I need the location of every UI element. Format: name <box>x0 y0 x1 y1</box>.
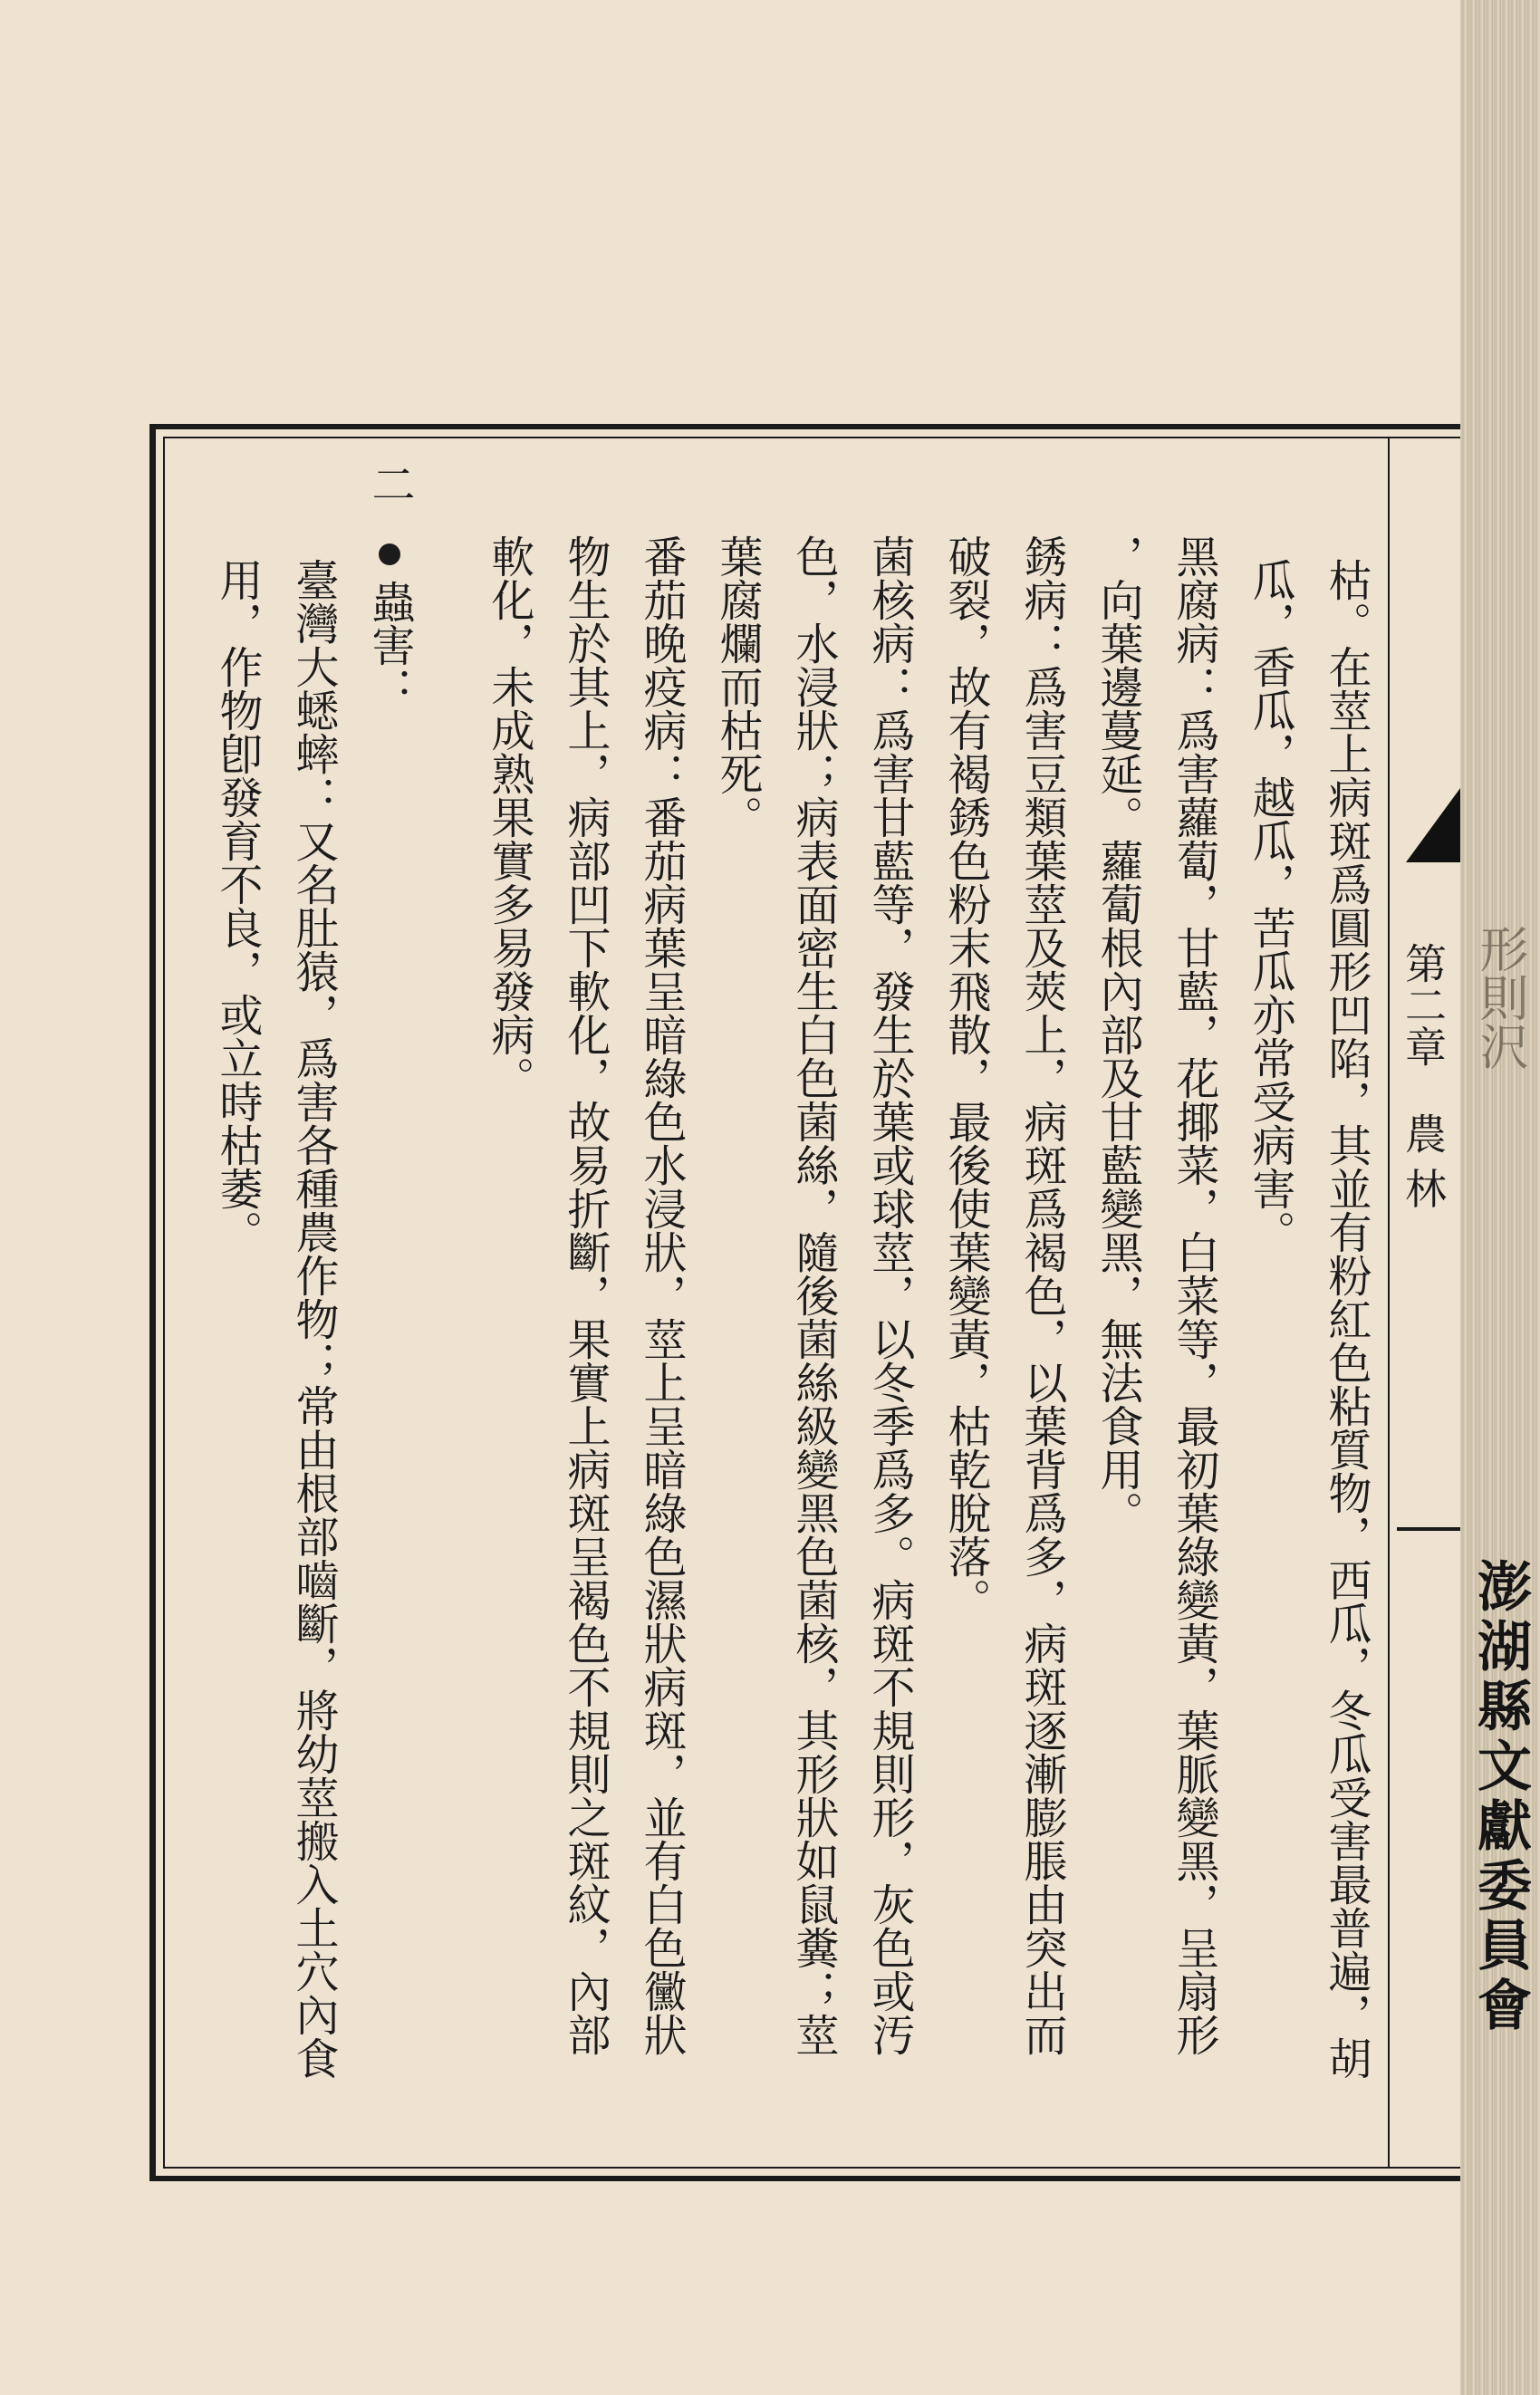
text-column-5: 銹病：爲害豆類葉莖及莢上，病斑爲褐色，以葉背爲多，病斑逐漸膨脹由突出而 <box>1016 534 1067 2056</box>
chapter-number: 第二章 <box>1399 942 1448 1067</box>
text-column-12: 軟化，未成熟果實多易發病。 <box>484 534 534 1100</box>
text-column-2: 瓜，香瓜，越瓜，苦瓜亦常受病害。 <box>1245 558 1295 1254</box>
text-column-11: 物生於其上，病部凹下軟化，故易折斷，果實上病斑呈褐色不規則之斑紋，內部 <box>560 534 611 2056</box>
section-heading: 蟲害： <box>364 580 415 710</box>
text-column-6: 破裂，故有褐銹色粉末飛散，最後使葉變黃，枯乾脫落。 <box>940 534 991 1621</box>
edge-bleed-through: 形則沢 <box>1472 924 1529 1071</box>
text-column-1: 枯。在莖上病斑爲圓形凹陷，其並有粉紅色粘質物，西瓜，冬瓜受害最普遍，胡 <box>1321 558 1372 2080</box>
section-number: 二 <box>364 462 415 505</box>
edge-publisher-title: 澎湖縣文獻委員會 <box>1468 1558 1532 2036</box>
text-column-8: 色，水浸狀；病表面密生白色菌絲，隨後菌絲級變黑色菌核，其形狀如鼠糞；莖 <box>788 534 839 2056</box>
text-column-3: 黑腐病：爲害蘿蔔，甘藍，花揶菜，白菜等，最初葉綠變黃，葉脈變黑，呈扇形 <box>1169 534 1219 2056</box>
text-column-13: 臺灣大蟋蟀：又名肚猿，爲害各種農作物；常由根部嚙斷，將幼莖搬入土穴內食 <box>288 558 339 2080</box>
text-column-7: 菌核病：爲害甘藍等，發生於葉或球莖，以冬季爲多。病斑不規則形，灰色或汚 <box>864 534 915 2056</box>
chapter-tab-line <box>1397 1527 1460 1531</box>
text-column-10: 番茄晚疫病：番茄病葉呈暗綠色水浸狀，莖上呈暗綠色濕狀病斑，並有白色黴狀 <box>636 534 687 2056</box>
text-column-14: 用，作物卽發育不良，或立時枯萎。 <box>212 558 263 1254</box>
text-column-4: ，向葉邊蔓延。蘿蔔根內部及甘藍變黑，無法食用。 <box>1092 534 1143 1534</box>
header-rule <box>1388 437 1390 2169</box>
running-head <box>1391 942 1455 1209</box>
chapter-title: 農 林 <box>1399 1112 1448 1209</box>
section-bullet <box>379 543 400 565</box>
text-column-9: 葉腐爛而枯死。 <box>712 534 763 839</box>
